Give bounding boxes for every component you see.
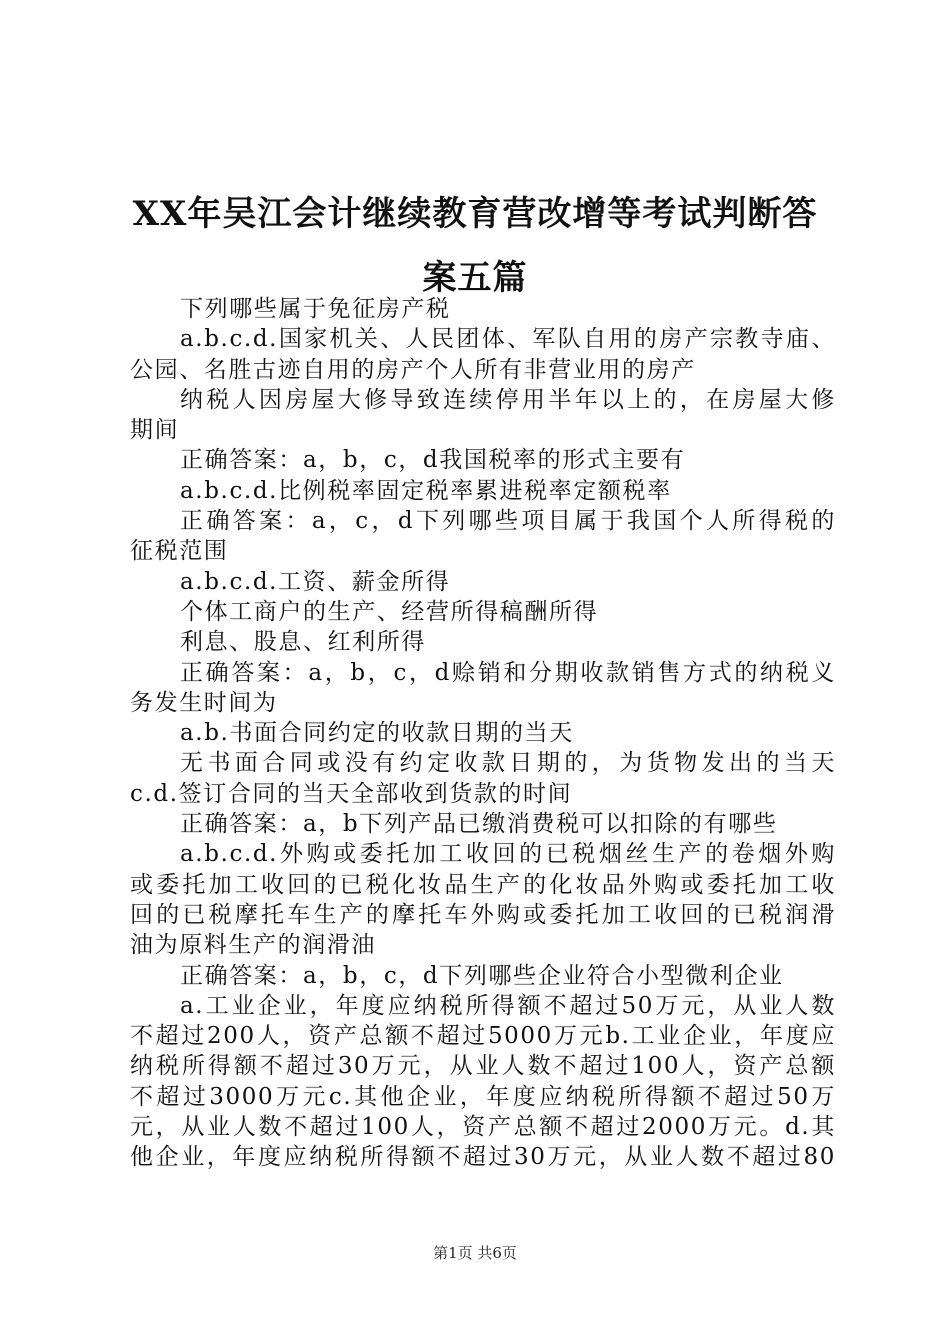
body-line: 利息、股息、红利所得 <box>180 629 426 656</box>
body-line: 正确答案：a，b，c，d下列哪些企业符合小型微利企业 <box>180 962 784 989</box>
body-line: 期间 <box>130 417 180 444</box>
document-body <box>130 294 836 1173</box>
title-line-2: 案五篇 <box>422 258 528 298</box>
body-line: a.工业企业，年度应纳税所得额不超过50万元，从业人数 <box>180 992 836 1019</box>
body-line: 正确答案：a，c，d下列哪些项目属于我国个人所得税的 <box>180 508 836 535</box>
body-line: 无书面合同或没有约定收款日期的，为货物发出的当天 <box>180 750 836 777</box>
body-line: 油为原料生产的润滑油 <box>130 932 376 959</box>
body-line: a.b.c.d.国家机关、人民团体、军队自用的房产宗教寺庙、 <box>180 326 836 353</box>
body-line: 不超过200人，资产总额不超过5000万元b.工业企业，年度应 <box>130 1023 836 1050</box>
page-footer: 第1页 共6页 <box>433 1244 517 1262</box>
body-line: 个体工商户的生产、经营所得稿酬所得 <box>180 598 599 625</box>
body-line: 他企业，年度应纳税所得额不超过30万元，从业人数不超过80 <box>130 1144 836 1171</box>
body-line: 不超过3000万元c.其他企业，年度应纳税所得额不超过50万 <box>130 1083 836 1110</box>
body-line: 正确答案：a，b下列产品已缴消费税可以扣除的有哪些 <box>180 811 778 838</box>
body-line: a.b.c.d.工资、薪金所得 <box>180 568 451 595</box>
body-line: c.d.签订合同的当天全部收到货款的时间 <box>130 780 573 807</box>
body-line: a.b.书面合同约定的收款日期的当天 <box>180 720 574 747</box>
body-line: 或委托加工收回的已税化妆品生产的化妆品外购或委托加工收 <box>130 871 836 898</box>
body-line: 公园、名胜古迹自用的房产个人所有非营业用的房产 <box>130 356 696 383</box>
title-line-1: XX年吴江会计继续教育营改增等考试判断答 <box>132 194 818 234</box>
body-line: 征税范围 <box>130 538 229 565</box>
body-line: a.b.c.d.比例税率固定税率累进税率定额税率 <box>180 477 672 504</box>
body-line: 正确答案：a，b，c，d赊销和分期收款销售方式的纳税义 <box>180 659 836 686</box>
body-line: 下列哪些属于免征房产税 <box>180 296 451 322</box>
body-line: 务发生时间为 <box>130 689 278 716</box>
body-line: 纳税人因房屋大修导致连续停用半年以上的，在房屋大修 <box>180 386 836 413</box>
body-line: 正确答案：a，b，c，d我国税率的形式主要有 <box>180 447 686 474</box>
document-title <box>110 182 840 310</box>
body-line: 纳税所得额不超过30万元，从业人数不超过100人，资产总额 <box>130 1053 836 1080</box>
body-line: 元，从业人数不超过100人，资产总额不超过2000万元。d.其 <box>130 1114 836 1141</box>
body-line: 回的已税摩托车生产的摩托车外购或委托加工收回的已税润滑 <box>130 901 836 928</box>
body-line: a.b.c.d.外购或委托加工收回的已税烟丝生产的卷烟外购 <box>180 841 836 868</box>
